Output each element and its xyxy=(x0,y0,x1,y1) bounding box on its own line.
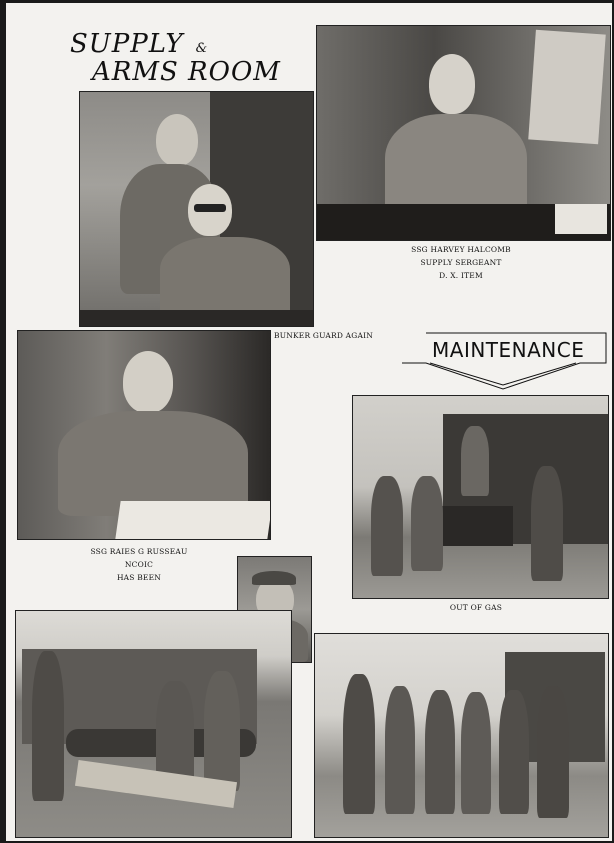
caption-out-of-gas: OUT OF GAS xyxy=(449,603,503,612)
caption-russeau-note: HAS BEEN xyxy=(116,573,162,582)
photo-supply-sergeant xyxy=(316,25,611,241)
banner-arrow-inner xyxy=(430,363,576,385)
section-title-line2: ARMS ROOM xyxy=(92,57,281,87)
caption-russeau-name: SSG RAIES G RUSSEAU xyxy=(90,547,188,556)
section-title xyxy=(70,29,208,59)
caption-russeau xyxy=(74,545,204,584)
caption-russeau-title: NCOIC xyxy=(124,560,154,569)
maintenance-label: MAINTENANCE xyxy=(432,338,585,362)
title-line1: SUPPLY xyxy=(70,29,184,59)
caption-halcomb-title: SUPPLY SERGEANT xyxy=(420,258,502,267)
photo-truck-crew xyxy=(352,395,609,599)
title-ampersand: & xyxy=(195,41,209,56)
photo-stretcher-exercise xyxy=(15,610,292,838)
photo-two-soldiers xyxy=(79,91,314,327)
photo-ncoic xyxy=(17,330,271,540)
caption-halcomb xyxy=(386,243,536,282)
caption-bunker-guard: BUNKER GUARD AGAIN xyxy=(274,331,373,340)
caption-halcomb-note: D. X. ITEM xyxy=(439,271,483,280)
yearbook-page xyxy=(6,3,612,841)
photo-group-with-truck xyxy=(314,633,609,838)
caption-halcomb-name: SSG HARVEY HALCOMB xyxy=(411,245,511,254)
